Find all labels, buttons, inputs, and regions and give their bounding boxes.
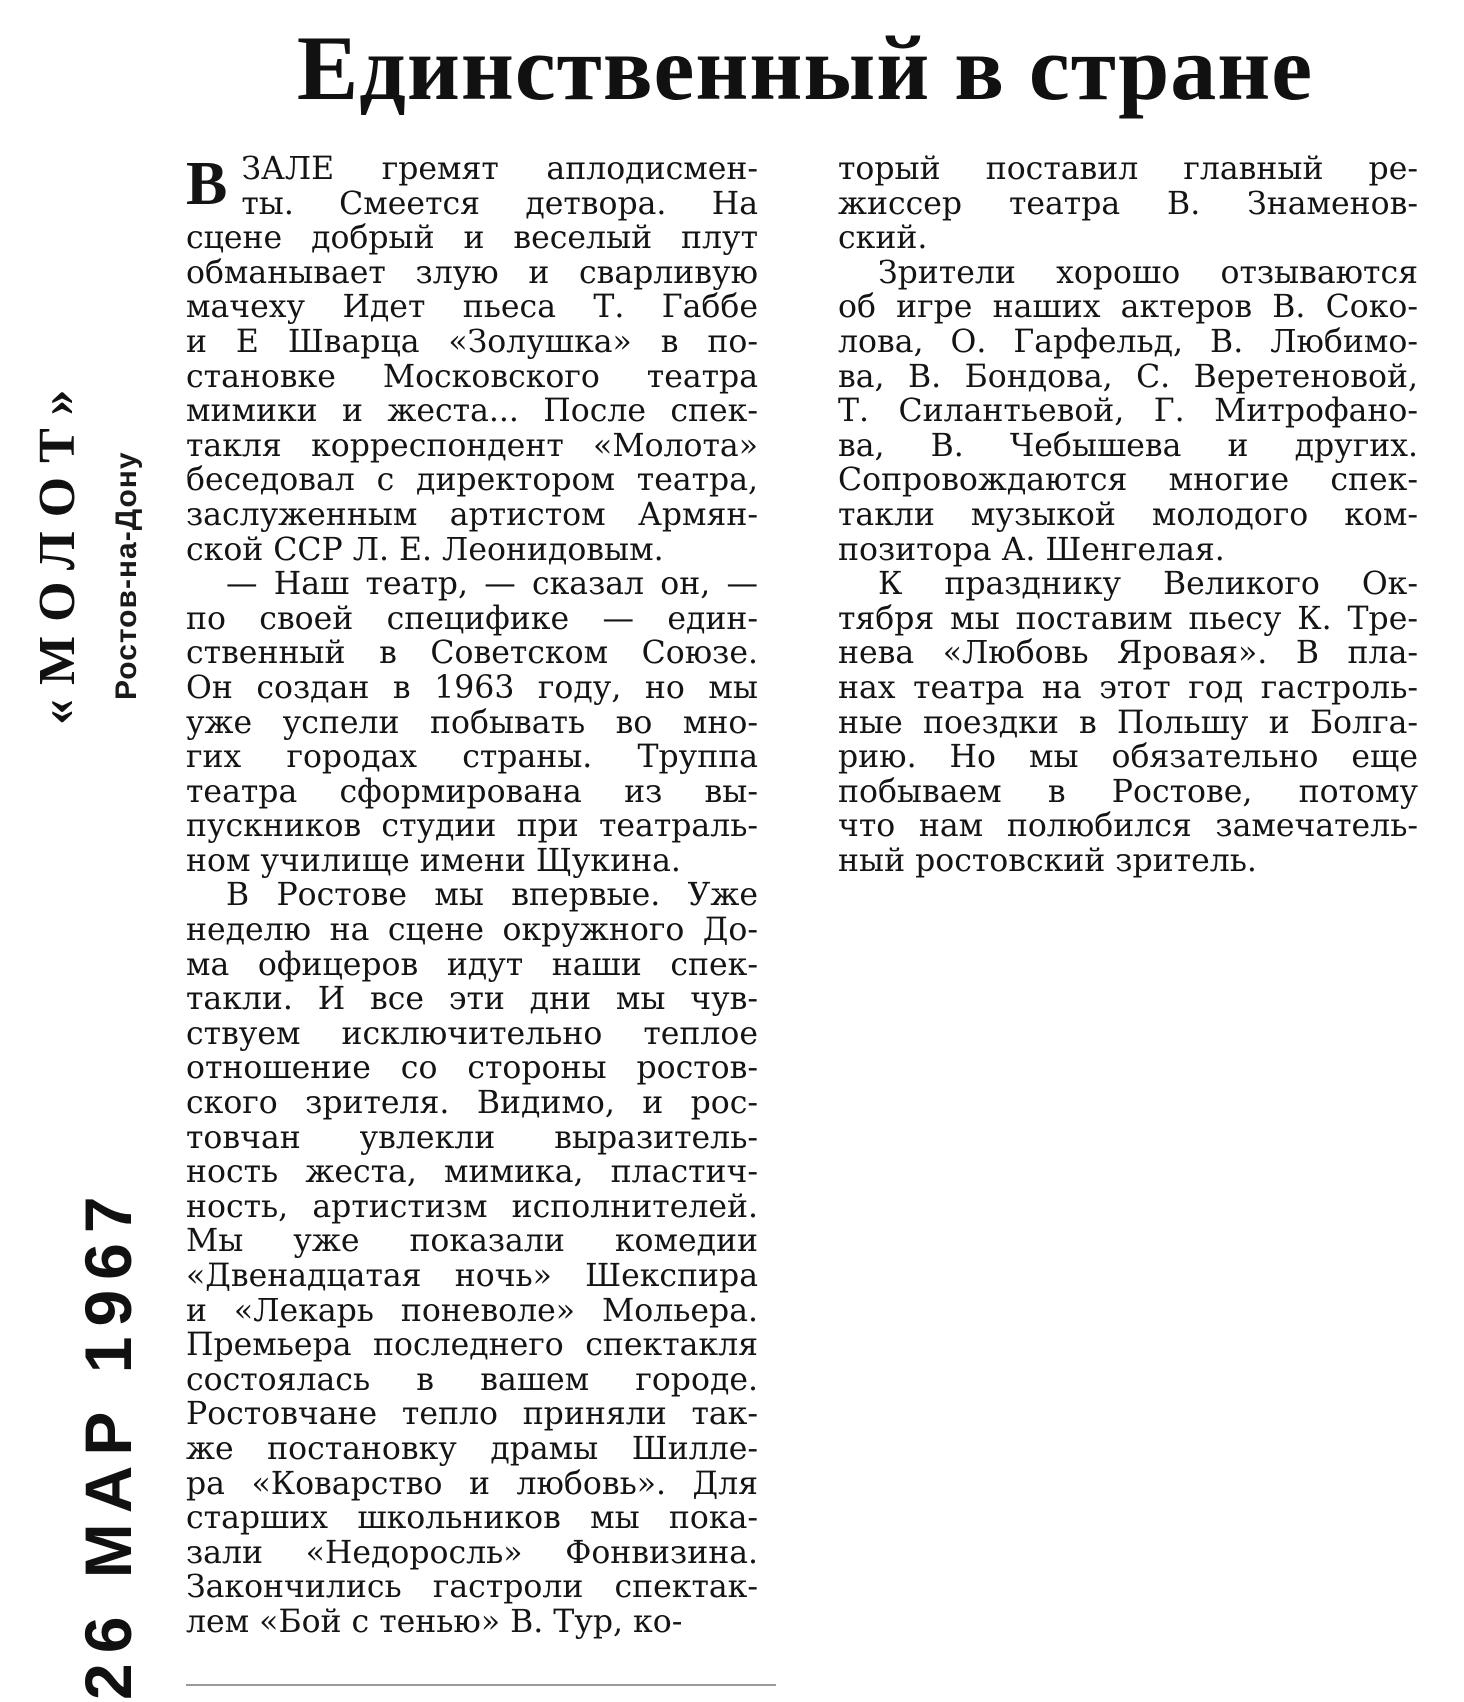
article-line: и Е Шварца «Золушка» в по- [186, 323, 758, 360]
article-line: ва, В. Бондова, С. Веретеновой, [838, 358, 1418, 395]
article-line: ва, В. Чебышева и других. [838, 427, 1418, 464]
article-line: отношение со стороны ростов- [186, 1050, 758, 1087]
article-line: Зрители хорошо отзываются [878, 254, 1418, 291]
article-line: жиссер театра В. Знаменов- [838, 185, 1418, 222]
article-line: состоялась в вашем городе. [186, 1361, 758, 1398]
article-line: заслуженным артистом Армян- [186, 496, 758, 533]
article-line: ный ростовский зритель. [838, 842, 1257, 879]
article-line: мимики и жеста... После спек- [186, 393, 758, 430]
article-line: пускников студии при театраль- [186, 808, 758, 845]
article-line: Закончились гастроли спектак- [186, 1569, 758, 1606]
article-line: ственный в Советском Союзе. [186, 635, 758, 672]
article-line: ского зрителя. Видимо, и рос- [186, 1085, 758, 1122]
date-stamp: 26 МАР 1967 [71, 1186, 145, 1700]
article-line: что нам полюбился замечатель- [838, 808, 1418, 845]
article-column-right [838, 152, 1418, 878]
article-line: неделю на сцене окружного До- [186, 912, 758, 949]
city-stamp: Ростов-на-Дону [110, 451, 143, 700]
article-line: ные поездки в Польшу и Болга- [838, 704, 1418, 741]
article-line: побываем в Ростове, потому [838, 773, 1418, 810]
article-line: нева «Любовь Яровая». В пла- [838, 635, 1418, 672]
article-line: ской ССР Л. Е. Леонидовым. [186, 531, 664, 568]
article-line: лем «Бой с тенью» В. Тур, ко- [186, 1603, 683, 1640]
article-line: Сопровождаются многие спек- [838, 462, 1418, 499]
article-line: ЗАЛЕ гремят аплодисмен- [241, 151, 758, 187]
article-line: сцене добрый и веселый плут [186, 220, 758, 257]
article-line: по своей специфике — един- [186, 600, 758, 637]
headline: Единственный в стране [296, 17, 1314, 119]
article-line: «Двенадцатая ночь» Шекспира [186, 1258, 758, 1294]
article-line: же постановку драмы Шилле- [186, 1430, 758, 1467]
article-line: тября мы поставим пьесу К. Тре- [838, 600, 1418, 637]
article-line: ствуем исключительно теплое [186, 1015, 758, 1052]
article-line: старших школьников мы пока- [186, 1500, 758, 1537]
article-line: Он создан в 1963 году, но мы [186, 669, 758, 706]
article-line: лова, О. Гарфельд, В. Любимо- [838, 323, 1418, 360]
article-line: такли музыкой молодого ком- [838, 496, 1418, 533]
article-line: ность жеста, мимика, пластич- [186, 1154, 758, 1191]
article-line: ты. Смеется детвора. На [241, 185, 758, 222]
article-line: товчан увлекли выразитель- [186, 1119, 758, 1156]
article-line: об игре наших актеров В. Соко- [838, 289, 1418, 326]
article-line: ном училище имени Щукина. [186, 842, 681, 879]
article-line: Т. Силантьевой, Г. Митрофано- [838, 393, 1418, 430]
drop-cap: В [186, 150, 228, 218]
article-line: обманывает злую и сварливую [186, 254, 758, 291]
article-line: становке Московского театра [186, 358, 758, 395]
article-line: В Ростове мы впервые. Уже [226, 877, 758, 914]
article-line: зали «Недоросль» Фонвизина. [186, 1534, 758, 1571]
article-line: гих городах страны. Труппа [186, 739, 758, 776]
article-line: и «Лекарь поневоле» Мольера. [186, 1292, 758, 1329]
article-line: ма офицеров идут наши спек- [186, 946, 758, 983]
article-line: уже успели побывать во мно- [186, 704, 758, 741]
article-line: ра «Коварство и любовь». Для [186, 1465, 758, 1502]
article-line: мачеху Идет пьеса Т. Габбе [186, 289, 758, 326]
article-line: такли. И все эти дни мы чув- [186, 981, 758, 1018]
article-line: Премьера последнего спектакля [186, 1327, 758, 1364]
article-column-left [186, 152, 758, 1640]
article-line: такля корреспондент «Молота» [186, 427, 758, 464]
article-line: ский. [838, 220, 928, 257]
article-line: рию. Но мы обязательно еще [838, 739, 1418, 776]
article-line: нах театра на этот год гастроль- [838, 669, 1418, 706]
article-line: беседовал с директором театра, [186, 462, 758, 499]
article-line: К празднику Великого Ок- [878, 566, 1418, 603]
article-line: театра сформирована из вы- [186, 773, 758, 810]
article-line: ность, артистизм исполнителей. [186, 1188, 758, 1225]
article-line: торый поставил главный ре- [838, 151, 1418, 187]
article-line: — Наш театр, — сказал он, — [226, 566, 758, 603]
article-line: Ростовчане тепло приняли так- [186, 1396, 758, 1433]
article-line: позитора А. Шенгелая. [838, 531, 1225, 568]
bottom-rule [186, 1684, 776, 1686]
article-line: Мы уже показали комедии [186, 1223, 758, 1260]
newspaper-stamp: «МОЛОТ» [29, 375, 86, 725]
